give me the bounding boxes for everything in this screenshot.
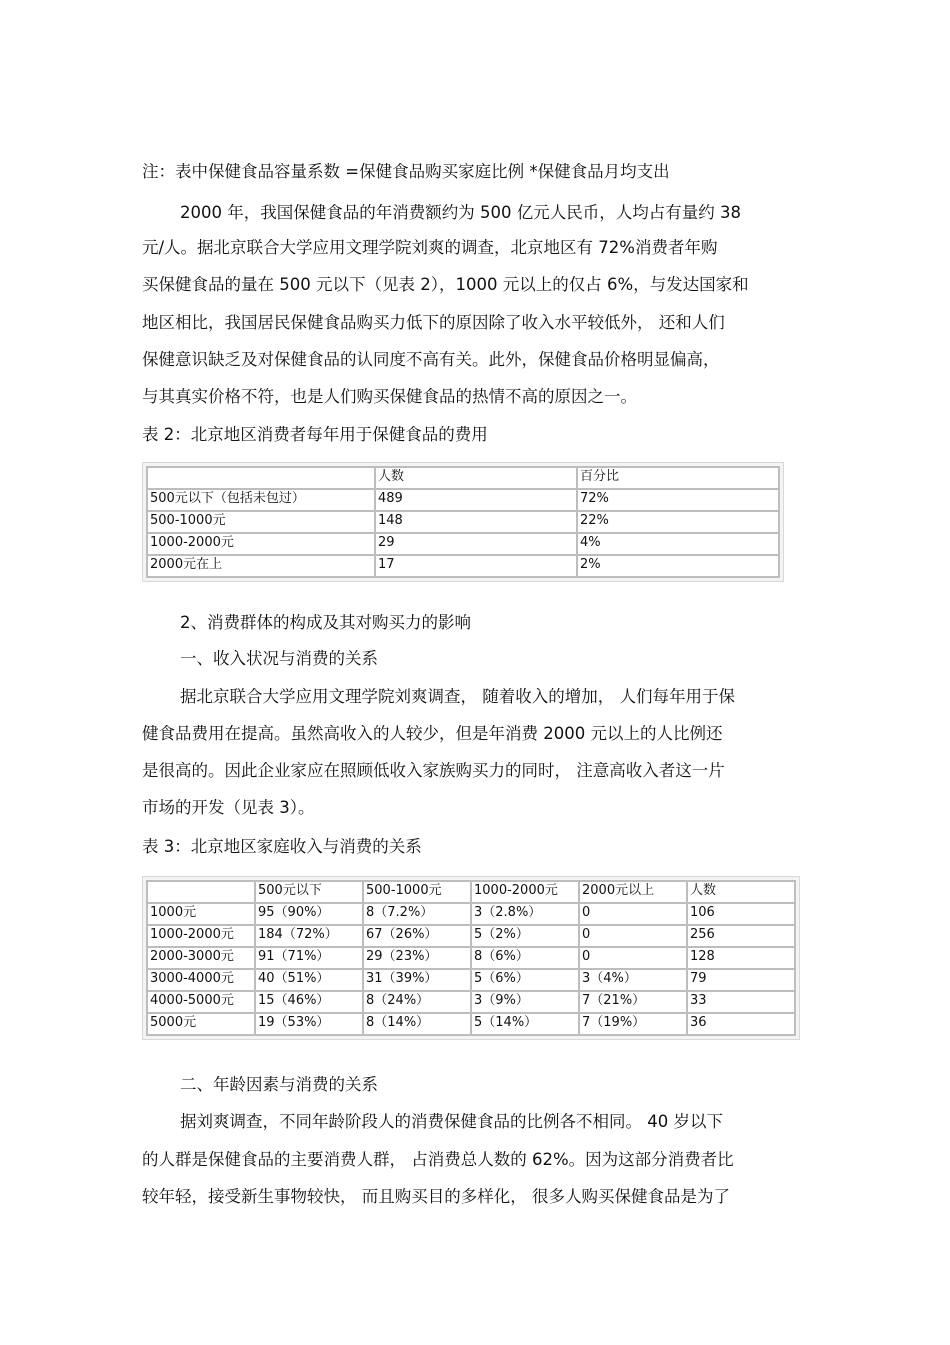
table-cell: 128	[687, 947, 795, 969]
table-cell: 2000-3000元	[147, 947, 255, 969]
table-header-cell: 人数	[375, 467, 577, 489]
table-row	[147, 903, 795, 925]
table-cell: 8（7.2%）	[363, 903, 471, 925]
table-row	[147, 991, 795, 1013]
table-cell: 19（53%）	[255, 1013, 363, 1035]
table-cell: 95（90%）	[255, 903, 363, 925]
table-cell: 91（71%）	[255, 947, 363, 969]
table-cell: 1000-2000元	[147, 533, 375, 555]
table-cell: 17	[375, 555, 577, 577]
subheading-income: 一、收入状况与消费的关系	[180, 649, 378, 668]
table-cell: 148	[375, 511, 577, 533]
paragraph-line: 健食品费用在提高。虽然高收入的人较少，但是年消费 2000 元以上的人比例还	[142, 724, 723, 743]
subheading-age: 二、年龄因素与消费的关系	[180, 1075, 378, 1094]
table-header-cell: 人数	[687, 881, 795, 903]
table3-frame	[142, 876, 800, 1040]
paragraph-line: 买保健食品的量在 500 元以下（见表 2），1000 元以上的仅占 6%，与发达国家和	[142, 275, 749, 294]
table2	[146, 466, 780, 578]
paragraph-line: 保健意识缺乏及对保健食品的认同度不高有关。此外，保健食品价格明显偏高，	[142, 350, 720, 369]
table-cell: 8（14%）	[363, 1013, 471, 1035]
table-cell: 0	[579, 903, 687, 925]
table-cell: 1000元	[147, 903, 255, 925]
table-cell: 72%	[577, 489, 779, 511]
table-note: 注：表中保健食品容量系数 =保健食品购买家庭比例 *保健食品月均支出	[142, 162, 670, 181]
table3	[146, 880, 796, 1036]
table-row	[147, 533, 779, 555]
table-header-cell: 2000元以上	[579, 881, 687, 903]
paragraph-line: 2000 年，我国保健食品的年消费额约为 500 亿元人民币，人均占有量约 38	[180, 203, 741, 222]
table-header-row	[147, 881, 795, 903]
table-cell: 500-1000元	[147, 511, 375, 533]
table2-frame	[142, 462, 784, 582]
table-cell: 5（2%）	[471, 925, 579, 947]
table-cell: 0	[579, 947, 687, 969]
table-cell: 2%	[577, 555, 779, 577]
table-cell: 184（72%）	[255, 925, 363, 947]
table-cell: 500元以下（包括未包过）	[147, 489, 375, 511]
table-header-row	[147, 467, 779, 489]
table-row	[147, 511, 779, 533]
paragraph-line: 元/人。据北京联合大学应用文理学院刘爽的调查，北京地区有 72%消费者年购	[142, 238, 718, 257]
table-cell: 7（21%）	[579, 991, 687, 1013]
table-header-cell: 百分比	[577, 467, 779, 489]
table-cell: 29	[375, 533, 577, 555]
table-cell: 5（14%）	[471, 1013, 579, 1035]
table-cell: 31（39%）	[363, 969, 471, 991]
paragraph-line: 是很高的。因此企业家应在照顾低收入家族购买力的同时， 注意高收入者这一片	[142, 761, 725, 780]
table-cell: 33	[687, 991, 795, 1013]
table-cell: 29（23%）	[363, 947, 471, 969]
table-row	[147, 925, 795, 947]
table-cell: 256	[687, 925, 795, 947]
section-heading: 2、消费群体的构成及其对购买力的影响	[180, 613, 471, 632]
paragraph-line: 据刘爽调查，不同年龄阶段人的消费保健食品的比例各不相同。 40 岁以下	[180, 1112, 723, 1131]
table-cell: 4000-5000元	[147, 991, 255, 1013]
table3-caption: 表 3：北京地区家庭收入与消费的关系	[142, 837, 422, 856]
table-cell: 7（19%）	[579, 1013, 687, 1035]
table-cell: 0	[579, 925, 687, 947]
table-row	[147, 947, 795, 969]
table-cell: 8（6%）	[471, 947, 579, 969]
table2-caption: 表 2：北京地区消费者每年用于保健食品的费用	[142, 425, 488, 444]
table-cell: 2000元在上	[147, 555, 375, 577]
paragraph-line: 较年轻，接受新生事物较快， 而且购买目的多样化， 很多人购买保健食品是为了	[142, 1187, 730, 1206]
table-cell: 36	[687, 1013, 795, 1035]
table-cell: 22%	[577, 511, 779, 533]
table-header-cell: 500-1000元	[363, 881, 471, 903]
table-cell: 489	[375, 489, 577, 511]
table-cell: 40（51%）	[255, 969, 363, 991]
table-cell: 5（6%）	[471, 969, 579, 991]
table-row	[147, 1013, 795, 1035]
paragraph-line: 与其真实价格不符，也是人们购买保健食品的热情不高的原因之一。	[142, 387, 637, 406]
table-cell: 3（2.8%）	[471, 903, 579, 925]
paragraph-line: 的人群是保健食品的主要消费人群， 占消费总人数的 62%。因为这部分消费者比	[142, 1150, 734, 1169]
paragraph-line: 市场的开发（见表 3）。	[142, 798, 315, 817]
paragraph-line: 据北京联合大学应用文理学院刘爽调查， 随着收入的增加， 人们每年用于保	[180, 687, 735, 706]
table-cell: 5000元	[147, 1013, 255, 1035]
table-cell: 3（9%）	[471, 991, 579, 1013]
table-cell: 3000-4000元	[147, 969, 255, 991]
table-cell: 1000-2000元	[147, 925, 255, 947]
table-cell: 15（46%）	[255, 991, 363, 1013]
table-row	[147, 555, 779, 577]
table-cell: 4%	[577, 533, 779, 555]
table-cell: 106	[687, 903, 795, 925]
table-header-cell	[147, 467, 375, 489]
table-header-cell	[147, 881, 255, 903]
table-cell: 8（24%）	[363, 991, 471, 1013]
table-header-cell: 500元以下	[255, 881, 363, 903]
table-row	[147, 489, 779, 511]
table-header-cell: 1000-2000元	[471, 881, 579, 903]
table-cell: 79	[687, 969, 795, 991]
table-cell: 67（26%）	[363, 925, 471, 947]
paragraph-line: 地区相比，我国居民保健食品购买力低下的原因除了收入水平较低外， 还和人们	[142, 313, 725, 332]
table-row	[147, 969, 795, 991]
table-cell: 3（4%）	[579, 969, 687, 991]
